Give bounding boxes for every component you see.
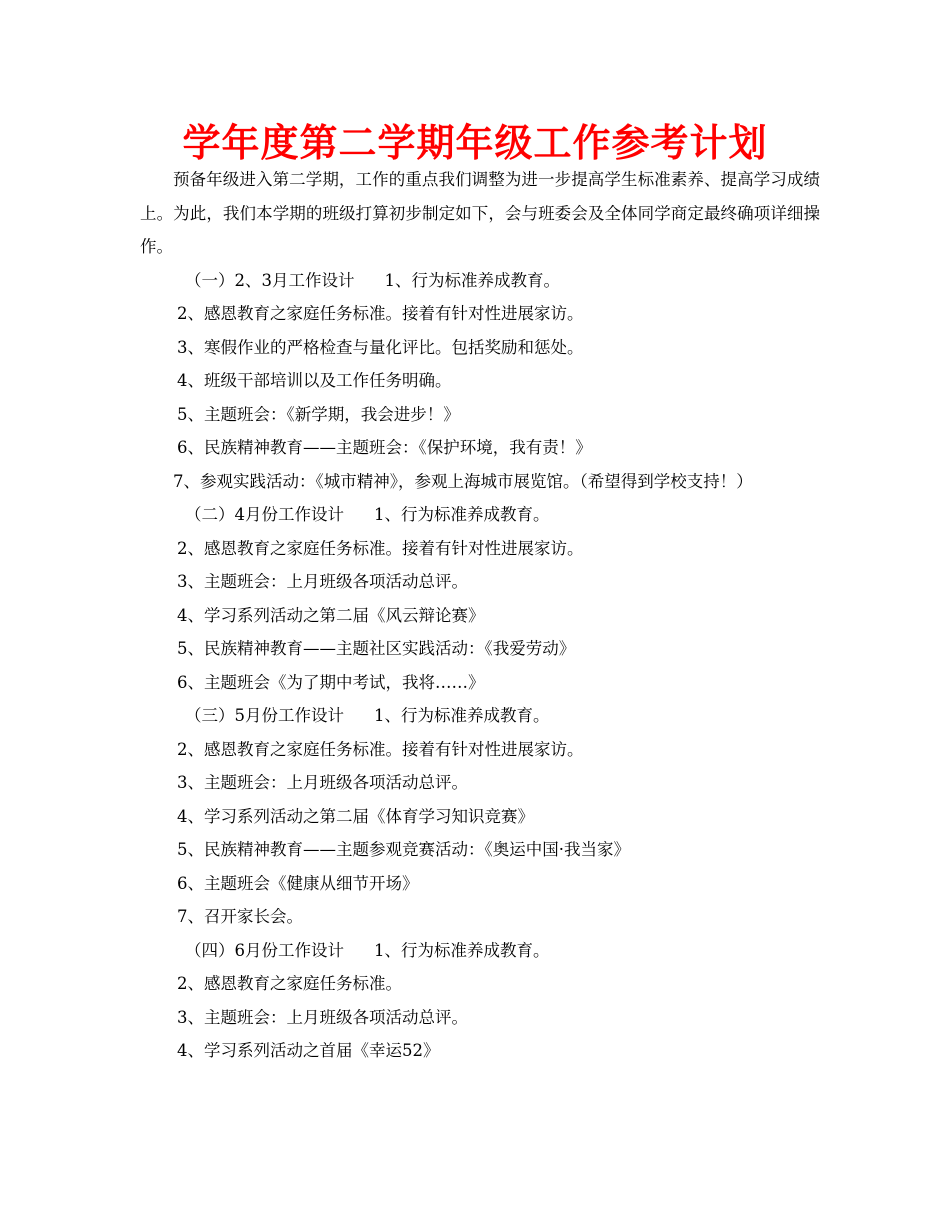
list-item: 4、学习系列活动之首届《幸运52》 [177, 1041, 440, 1060]
section-first-item: 1、行为标准养成教育。 [384, 270, 560, 290]
section-first-item: 1、行为标准养成教育。 [374, 706, 550, 725]
intro-paragraph: 预备年级进入第二学期，工作的重点我们调整为进一步提高学生标准素养、提高学习成绩上。为此，我们本学期的班级打算初步制定如下，会与班委会及全体同学商定最终确项详细操作。 [140, 170, 820, 256]
list-item: 2、感恩教育之家庭任务标准。 [177, 974, 402, 993]
list-item: 2、感恩教育之家庭任务标准。接着有针对性进展家访。 [177, 538, 584, 558]
list-item: 5、主题班会：《新学期，我会进步！》 [177, 404, 460, 424]
list-item: 4、学习系列活动之第二届《风云辩论赛》 [177, 605, 485, 625]
section-first-item: 1、行为标准养成教育。 [374, 505, 550, 524]
section-heading-4 [140, 934, 820, 968]
list-item: 5、民族精神教育——主题参观竞赛活动：《奥运中国·我当家》 [177, 840, 630, 859]
section-title: （二）4月份工作设计 [185, 505, 344, 524]
list-item: 6、民族精神教育——主题班会：《保护环境，我有责！》 [177, 438, 592, 457]
document-title: 学年度第二学期年级工作参考计划 [182, 121, 768, 165]
section-heading-3 [140, 699, 820, 733]
list-item: 4、班级干部培训以及工作任务明确。 [177, 371, 452, 390]
section-heading-2 [140, 498, 820, 532]
list-item: 6、主题班会《健康从细节开场》 [177, 873, 419, 893]
list-item: 6、主题班会《为了期中考试，我将……》 [177, 672, 485, 692]
list-item: 3、主题班会：上月班级各项活动总评。 [177, 773, 468, 792]
list-item: 2、感恩教育之家庭任务标准。接着有针对性进展家访。 [177, 304, 584, 323]
section-first-item: 1、行为标准养成教育。 [374, 940, 550, 960]
list-item: 7、参观实践活动：《城市精神》，参观上海城市展览馆。（希望得到学校支持！） [173, 471, 753, 491]
list-item: 3、主题班会：上月班级各项活动总评。 [177, 572, 468, 591]
list-item: 4、学习系列活动之第二届《体育学习知识竞赛》 [177, 806, 534, 826]
section-title: （一）2、3月工作设计 [185, 270, 355, 290]
section-title: （四）6月份工作设计 [185, 940, 344, 960]
section-heading-1 [140, 264, 820, 298]
list-item: 7、召开家长会。 [177, 907, 303, 926]
section-title: （三）5月份工作设计 [185, 706, 344, 725]
list-item: 3、主题班会：上月班级各项活动总评。 [177, 1007, 468, 1027]
document-body [140, 163, 820, 1068]
list-item: 3、寒假作业的严格检查与量化评比。包括奖励和惩处。 [177, 337, 584, 357]
list-item: 5、民族精神教育——主题社区实践活动：《我爱劳动》 [177, 639, 576, 658]
list-item: 2、感恩教育之家庭任务标准。接着有针对性进展家访。 [177, 739, 584, 759]
